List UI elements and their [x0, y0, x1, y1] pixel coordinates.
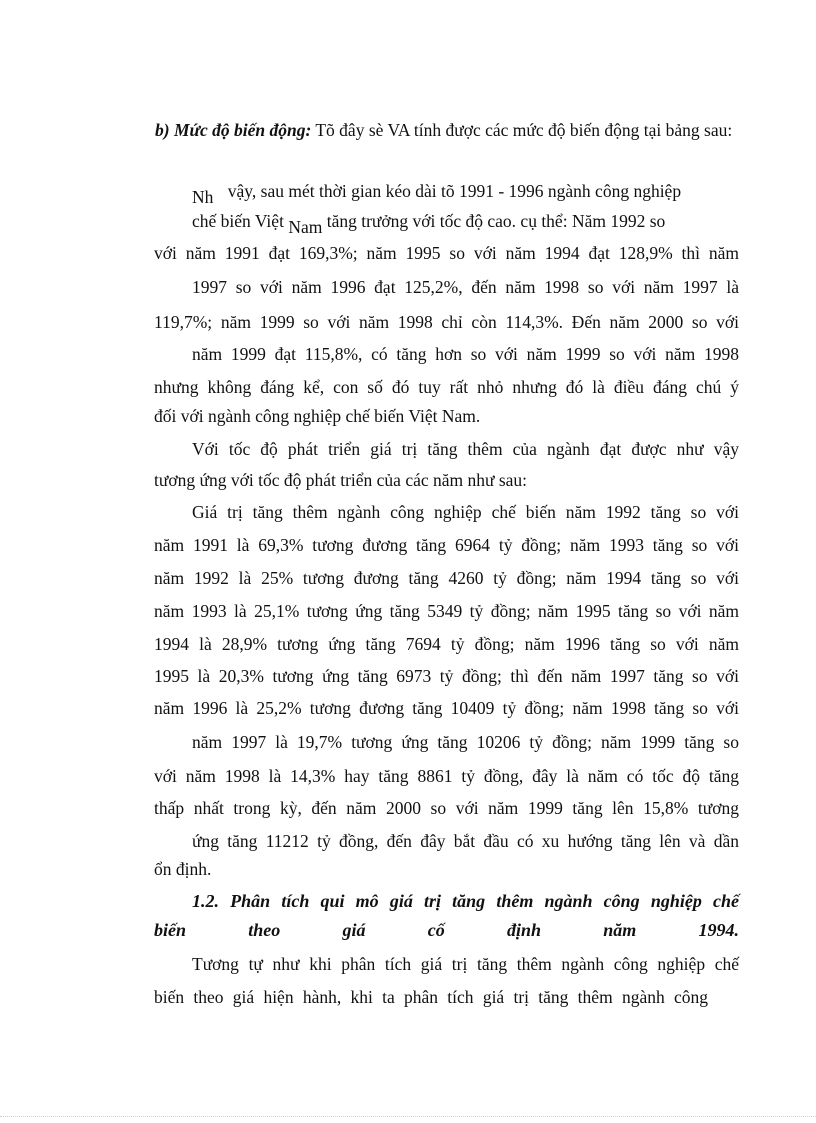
paragraph2-line2: tương ứng với tốc độ phát triển của các năm như sau:: [154, 470, 528, 490]
paragraph3-line2: năm 1991 là 69,3% tương đương tăng 6964 tỷ đồng; năm 1993 tăng so với: [154, 535, 739, 555]
paragraph1-line8: đối với ngành công nghiệp chế biến Việt Nam.: [154, 406, 481, 426]
section-b-text: Tõ đây sè VA tính được các mức độ biến động tại bảng sau:: [311, 120, 733, 140]
paragraph1-line6: năm 1999 đạt 115,8%, có tăng hơn so với năm 1999 so với năm 1998: [192, 344, 739, 364]
section-b-label: b) Mức độ biến động:: [155, 120, 312, 140]
paragraph3-line9: với năm 1998 là 14,3% hay tăng 8861 tỷ đồng, đây là năm có tốc độ tăng: [154, 766, 739, 786]
paragraph1-line1: Nh vậy, sau mét thời gian kéo dài tõ 1991 - 1996 ngành công nghiệp: [192, 181, 682, 207]
paragraph3-line1: Giá trị tăng thêm ngành công nghiệp chế biến năm 1992 tăng so với: [192, 502, 739, 522]
paragraph3-line6: 1995 là 20,3% tương ứng tăng 6973 tỷ đồng; thì đến năm 1997 tăng so với: [154, 666, 739, 686]
paragraph3-line5: 1994 là 28,9% tương ứng tăng 7694 tỷ đồng; năm 1996 tăng so với năm: [154, 634, 739, 654]
paragraph4-line1: Tương tự như khi phân tích giá trị tăng thêm ngành công nghiệp chế: [192, 954, 739, 974]
paragraph3-line4: năm 1993 là 25,1% tương ứng tăng 5349 tỷ đồng; năm 1995 tăng so với năm: [154, 601, 739, 621]
page-bottom-divider: [0, 1116, 816, 1117]
section-1-2-heading-line1: 1.2. Phân tích qui mô giá trị tăng thêm ngành công nghiệp chế: [192, 891, 739, 911]
paragraph3-line11: ứng tăng 11212 tỷ đồng, đến đây bắt đầu có xu hướng tăng lên và dần: [192, 831, 739, 851]
paragraph1-line3: với năm 1991 đạt 169,3%; năm 1995 so với năm 1994 đạt 128,9% thì năm: [154, 243, 739, 263]
section-1-2-heading-line2: biến theo giá cố định năm 1994.: [154, 920, 739, 940]
paragraph2-line1: Với tốc độ phát triển giá trị tăng thêm của ngành đạt được như vậy: [192, 439, 739, 459]
paragraph1-line7: nhưng không đáng kể, con số đó tuy rất nhỏ nhưng đó là điều đáng chú ý: [154, 377, 739, 397]
paragraph1-line5: 119,7%; năm 1999 so với năm 1998 chỉ còn 114,3%. Đến năm 2000 so với: [154, 312, 739, 332]
section-b-heading: [155, 118, 735, 142]
paragraph1-fragment: Nh: [192, 187, 214, 207]
paragraph3-line3: năm 1992 là 25% tương đương tăng 4260 tỷ đồng; năm 1994 tăng so với: [154, 568, 739, 588]
paragraph3-line8: năm 1997 là 19,7% tương ứng tăng 10206 tỷ đồng; năm 1999 tăng so: [192, 732, 739, 752]
paragraph1-line4: 1997 so với năm 1996 đạt 125,2%, đến năm 1998 so với năm 1997 là: [192, 277, 739, 297]
paragraph3-line12: ổn định.: [154, 859, 212, 879]
paragraph3-line10: thấp nhất trong kỳ, đến năm 2000 so với năm 1999 tăng lên 15,8% tương: [154, 798, 739, 818]
paragraph3-line7: năm 1996 là 25,2% tương đương tăng 10409 tỷ đồng; năm 1998 tăng so với: [154, 698, 739, 718]
paragraph1-fragment-nam: Nam: [288, 217, 323, 237]
paragraph1-line2: chế biến Việt Nam tăng trưởng với tốc độ cao. cụ thể: Năm 1992 so: [192, 211, 666, 237]
paragraph4-line2: biến theo giá hiện hành, khi ta phân tích giá trị tăng thêm ngành công: [154, 987, 708, 1007]
